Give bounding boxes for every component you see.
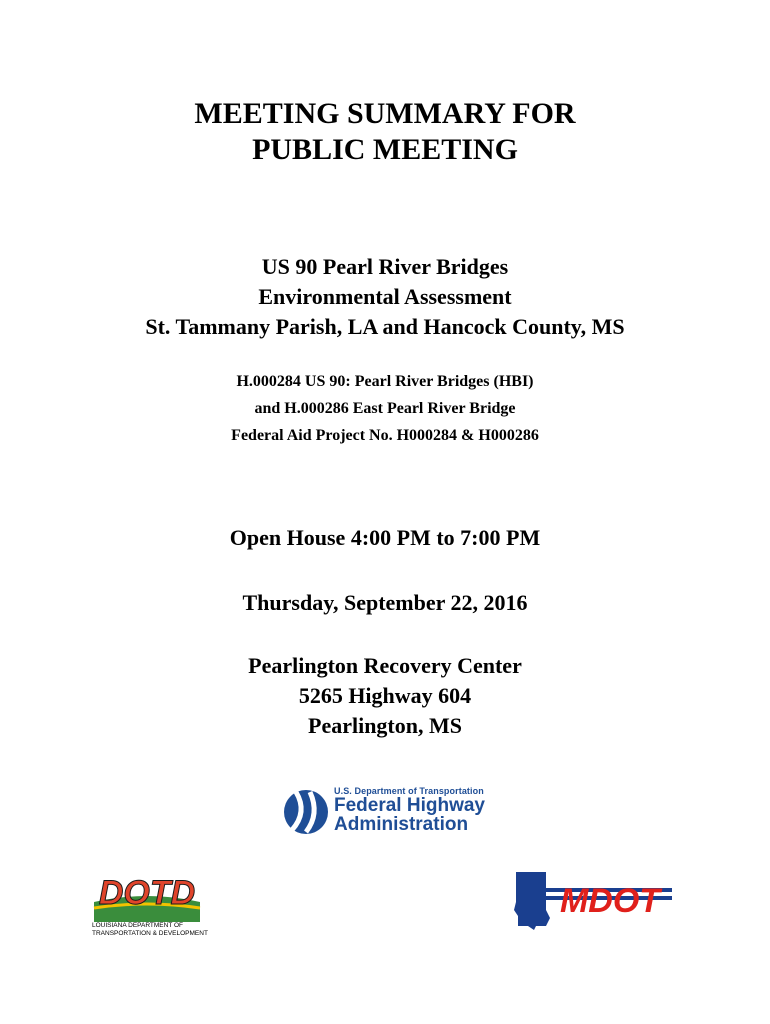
dotd-caption-line-2: TRANSPORTATION & DEVELOPMENT — [92, 930, 208, 937]
dotd-wordmark: DOTD — [98, 874, 196, 912]
codes-line-2: and H.000286 East Pearl River Bridge — [254, 400, 516, 417]
venue-address — [0, 651, 770, 741]
fhwa-dept: U.S. Department of Transportation — [334, 786, 484, 796]
dotd-caption — [92, 922, 208, 938]
open-house-time — [0, 522, 770, 554]
fhwa-text — [334, 786, 485, 834]
title-line-1: MEETING SUMMARY FOR — [194, 97, 576, 130]
codes-line-1: H.000284 US 90: Pearl River Bridges (HBI) — [236, 373, 534, 390]
meeting-date-text: Thursday, September 22, 2016 — [242, 590, 528, 615]
mdot-logo — [508, 866, 678, 936]
project-codes — [0, 368, 770, 449]
codes-line-3: Federal Aid Project No. H000284 & H000286 — [231, 427, 539, 444]
title-line-2: PUBLIC MEETING — [252, 133, 518, 166]
fhwa-name-line-1: Federal Highway — [334, 795, 485, 816]
dotd-wordmark-graphic — [92, 872, 202, 922]
fhwa-logo — [282, 786, 492, 842]
project-heading — [0, 252, 770, 342]
mississippi-state-icon — [514, 872, 550, 930]
project-line-2: Environmental Assessment — [258, 284, 512, 309]
dotd-logo — [92, 872, 208, 954]
project-line-3: St. Tammany Parish, LA and Hancock County, MS — [145, 314, 625, 339]
open-house-text: Open House 4:00 PM to 7:00 PM — [229, 525, 541, 550]
dotd-caption-line-1: LOUISIANA DEPARTMENT OF — [92, 922, 184, 929]
venue-city: Pearlington, MS — [308, 713, 462, 738]
mdot-logo-graphic — [508, 866, 678, 936]
fhwa-road-logo-icon — [282, 786, 330, 836]
mdot-wordmark: MDOT — [559, 882, 661, 920]
venue-street: 5265 Highway 604 — [298, 683, 472, 708]
fhwa-name-line-2: Administration — [334, 814, 469, 835]
meeting-date — [0, 587, 770, 619]
project-line-1: US 90 Pearl River Bridges — [261, 254, 509, 279]
venue-name: Pearlington Recovery Center — [248, 653, 522, 678]
document-title — [0, 96, 770, 168]
